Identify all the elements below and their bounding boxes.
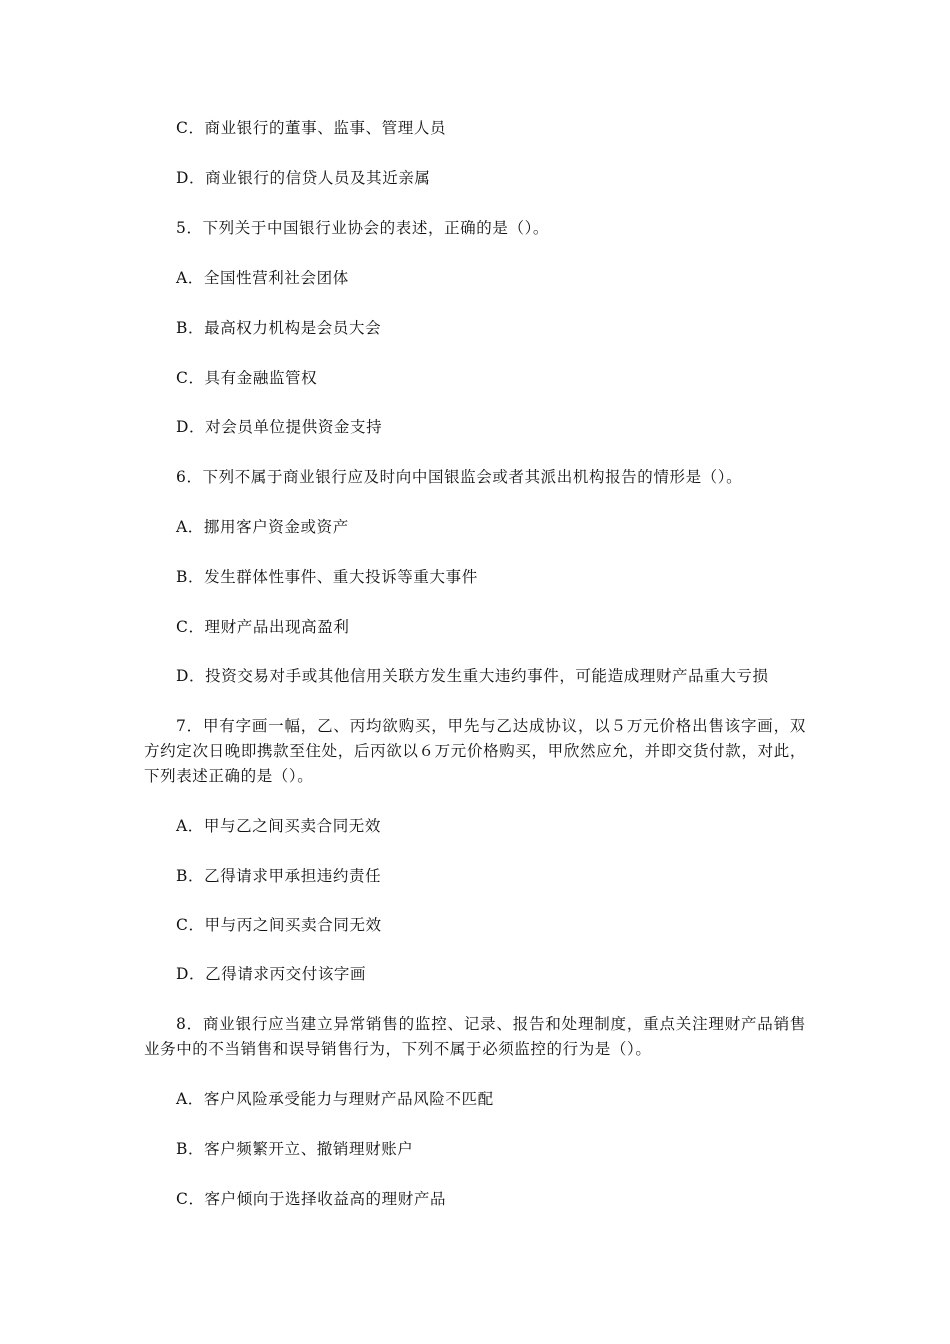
q6-stem: 6．下列不属于商业银行应及时向中国银监会或者其派出机构报告的情形是（）。 xyxy=(176,468,743,486)
q4-option-c: C．商业银行的董事、监事、管理人员 xyxy=(176,119,447,137)
q5-stem: 5．下列关于中国银行业协会的表述，正确的是（）。 xyxy=(176,219,550,237)
q6-option-a: A．挪用客户资金或资产 xyxy=(176,518,349,536)
q7-option-a: A．甲与乙之间买卖合同无效 xyxy=(176,817,381,835)
q5-option-c: C．具有金融监管权 xyxy=(176,369,318,387)
q6-option-c: C．理财产品出现高盈利 xyxy=(176,618,350,636)
q8-option-c: C．客户倾向于选择收益高的理财产品 xyxy=(176,1190,447,1208)
q8-option-a: A．客户风险承受能力与理财产品风险不匹配 xyxy=(176,1090,494,1108)
q7-stem: 7．甲有字画一幅，乙、丙均欲购买，甲先与乙达成协议，以５万元价格出售该字画，双方约定次日晚即携款至住处，后丙欲以６万元价格购买，甲欣然应允，并即交货付款，对此，下列表述正确的是（）。 xyxy=(144,717,806,785)
q6-option-b: B．发生群体性事件、重大投诉等重大事件 xyxy=(176,568,478,586)
q7-option-b: B．乙得请求甲承担违约责任 xyxy=(176,867,382,885)
q5-option-a: A．全国性营利社会团体 xyxy=(176,269,349,287)
q8-option-b: B．客户频繁开立、撤销理财账户 xyxy=(176,1140,414,1158)
q5-option-b: B．最高权力机构是会员大会 xyxy=(176,319,382,337)
q6-option-d: D．投资交易对手或其他信用关联方发生重大违约事件，可能造成理财产品重大亏损 xyxy=(176,667,769,685)
q5-option-d: D．对会员单位提供资金支持 xyxy=(176,418,383,436)
q7-option-d: D．乙得请求丙交付该字画 xyxy=(176,965,367,983)
q7-option-c: C．甲与丙之间买卖合同无效 xyxy=(176,916,382,934)
q8-stem: 8．商业银行应当建立异常销售的监控、记录、报告和处理制度，重点关注理财产品销售业务中的不当销售和误导销售行为，下列不属于必须监控的行为是（）。 xyxy=(144,1015,806,1058)
q4-option-d: D．商业银行的信贷人员及其近亲属 xyxy=(176,169,431,187)
